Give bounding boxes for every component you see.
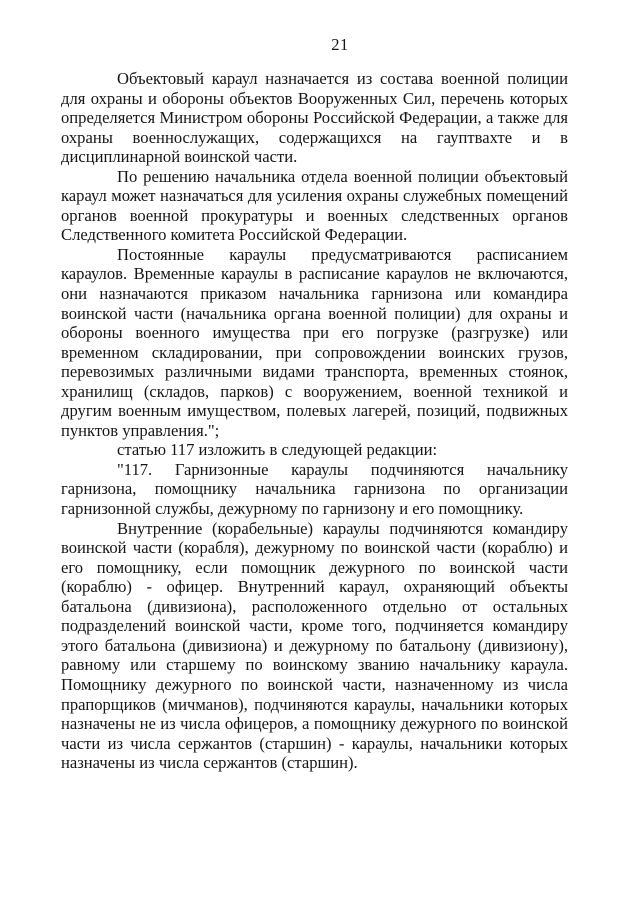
page-number: 21 (331, 35, 349, 54)
paragraph-article-117-intro: статью 117 изложить в следующей редакции: (117, 440, 438, 460)
paragraph-police-chief-decision: По решению начальника отдела военной полиции объектовый караул может назначаться для усиления охраны служебных помещений органов военной прокуратуры и военных следственных органов Следственного комитета Российской Федерации. (61, 166, 568, 245)
paragraph-object-guard: Объектовый караул назначается из состава военной полиции для охраны и обороны объектов Вооруженных Сил, перечень которых определяется Министром обороны Российской Федерации, а также для охраны военнослужащих, содержащихся на гауптвахте и в дисциплинарной воинской части. (61, 69, 568, 167)
paragraph-article-117-garrison-guards: "117. Гарнизонные караулы подчиняются начальнику гарнизона, помощнику начальника гарнизона по организации гарнизонной службы, дежурному по гарнизону и его помощнику. (61, 459, 568, 519)
paragraph-internal-ship-guards: Внутренние (корабельные) караулы подчиняются командиру воинской части (корабля), дежурному по воинской части (кораблю) и его помощнику, если помощник дежурного по воинской части (кораблю) - офицер. Внутренний караул, охраняющий объекты батальона (дивизиона), расположенного отдельно от остальных подразделений воинской части, кроме того, подчиняется командиру этого батальона (дивизиона) и дежурному по батальону (дивизиону), равному или старшему по воинскому званию начальнику караула. Помощнику дежурного по воинской части, назначенному из числа прапорщиков (мичманов), подчиняются караулы, начальники которых назначены не из числа офицеров, а помощнику дежурного по воинской части из числа сержантов (старшин) - караулы, начальники которых назначены из числа сержантов (старшин). (61, 518, 568, 773)
paragraph-permanent-temporary-guards: Постоянные караулы предусматриваются расписанием караулов. Временные караулы в расписание караулов не включаются, они назначаются приказом начальника гарнизона или командира воинской части (начальника органа военной полиции) для охраны и обороны военного имущества при его погрузке (разгрузке) или временном складировании, при сопровождении воинских грузов, перевозимых различными видами транспорта, временных стоянок, хранилищ (складов, парков) с вооружением, военной техникой и другим военным имуществом, полевых лагерей, позиций, подвижных пунктов управления."; (61, 244, 568, 440)
text-block (61, 69, 568, 773)
